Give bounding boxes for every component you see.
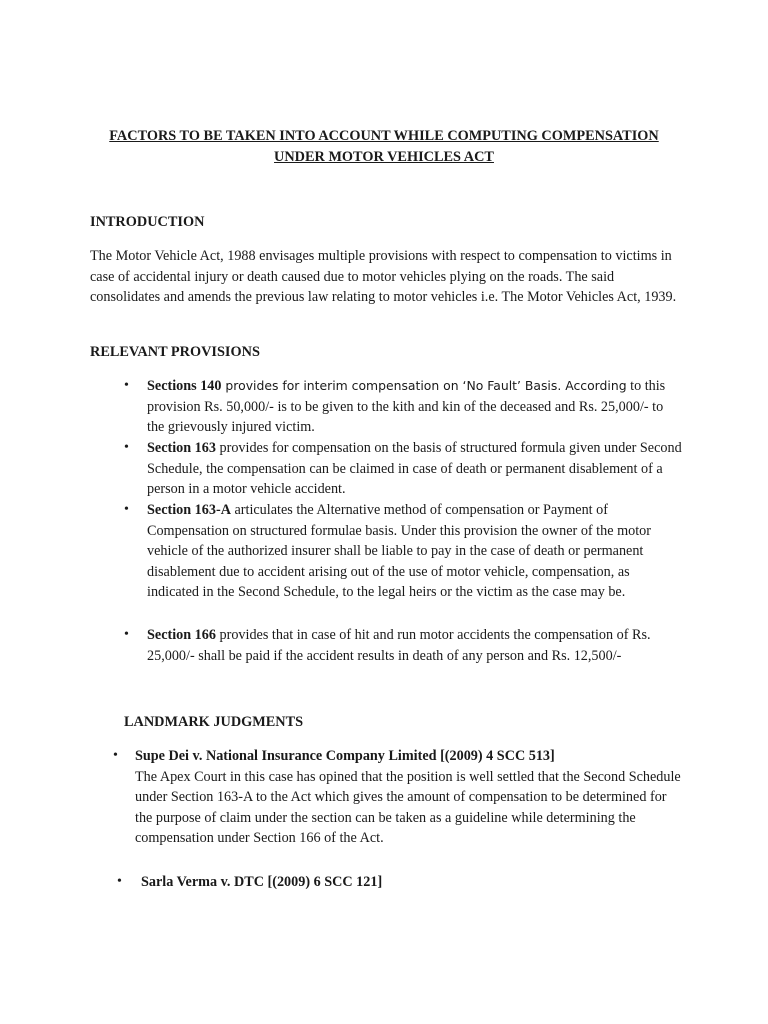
relevant-provisions-heading: RELEVANT PROVISIONS: [90, 344, 260, 360]
provision-section: Sections 140: [147, 378, 222, 394]
document-title: [60, 126, 708, 168]
judgment-title: Sarla Verma v. DTC [(2009) 6 SCC 121]: [141, 874, 383, 890]
introduction-paragraph: The Motor Vehicle Act, 1988 envisages multiple provisions with respect to compensation to victims in case of accidental injury or death caused due to motor vehicles plying on the roads. The said consolidates and amends the previous law relating to motor vehicles i.e. The Motor Vehicles Act, 1939.: [90, 248, 677, 306]
bullet-icon: •: [113, 748, 118, 763]
provision-section: Section 166: [147, 627, 216, 643]
bullet-icon: •: [124, 502, 129, 517]
provision-section: Section 163-A: [147, 502, 231, 518]
provision-text: articulates the Alternative method of compensation or Payment of Compensation on structured formulae basis. Under this provision the owner of the motor vehicle of the authorized insurer shall be liable to pay in the case of death or permanent disablement due to accident arising out of the use of motor vehicle, compensation, as indicated in the Second Schedule, to the legal heirs or the victim as the case may be.: [147, 502, 651, 601]
title-line-1: FACTORS TO BE TAKEN INTO ACCOUNT WHILE COMPUTING COMPENSATION: [109, 128, 659, 144]
provision-text: to this provision Rs. 50,000/- is to be given to the kith and kin of the deceased and Rs. 25,000/- to the grievously injured victim.: [147, 378, 666, 436]
provision-text: provides for compensation on the basis of structured formula given under Second Schedule, the compensation can be claimed in case of death or permanent disablement of a person in a motor vehicle accident.: [147, 440, 682, 498]
bullet-icon: •: [124, 378, 129, 393]
bullet-icon: •: [117, 874, 122, 889]
judgment-item: [113, 746, 683, 849]
judgment-text: The Apex Court in this case has opined that the position is well settled that the Second Schedule under Section 163-A to the Act which gives the amount of compensation to be determined for the purpose of claim under the section can be taken as a guideline while determining the compensation under Section 166 of the Act.: [135, 768, 681, 847]
provision-section: Section 163: [147, 440, 216, 456]
provision-text-sans: provides for interim compensation on ‘No Fault’ Basis. According: [221, 378, 627, 393]
provision-item: [124, 625, 682, 666]
provision-item: [124, 500, 682, 603]
landmark-judgments-heading: LANDMARK JUDGMENTS: [124, 714, 304, 730]
judgment-item: [117, 872, 689, 893]
bullet-icon: •: [124, 440, 129, 455]
introduction-heading: INTRODUCTION: [90, 214, 205, 230]
provision-item: [124, 438, 682, 500]
provision-text: provides that in case of hit and run motor accidents the compensation of Rs. 25,000/- shall be paid if the accident results in death of any person and Rs. 12,500/-: [147, 627, 651, 664]
bullet-icon: •: [124, 627, 129, 642]
judgment-title: Supe Dei v. National Insurance Company Limited [(2009) 4 SCC 513]: [135, 748, 555, 764]
title-line-2: UNDER MOTOR VEHICLES ACT: [274, 149, 494, 165]
provision-item: [124, 376, 682, 438]
